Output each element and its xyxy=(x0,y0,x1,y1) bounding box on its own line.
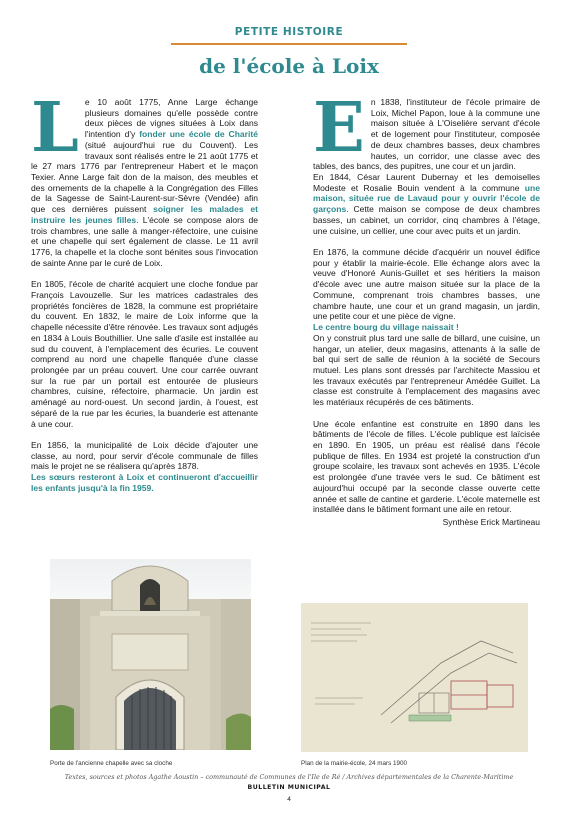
photo-caption: Porte de l'ancienne chapelle avec sa cloche xyxy=(50,760,173,767)
highlight-text: une maison, située rue de Lavaud pour y ouvrir l'école de garçons xyxy=(313,182,540,215)
left-column xyxy=(31,88,258,504)
left-paragraph-1: Le 10 août 1775, Anne Large échange plusieurs domaines qu'elle possède contre deux pièces de vignes situées à Loix dans l'intention d'y fonder une école de Charité (situé aujourd'hui rue du Couvent). Les travaux sont réalisés entre le 21 août 1775 et le 27 mars 1776 par l'entrepreneur Habert et le maçon Texier. Anne Large fait don de la maison, des meubles et des ornements de la chapelle à la Congrégation des Filles de la Sagesse de Saint-Laurent-sur-Sèvre (Vendée) afin que ces dernières puissent soigner les malades et instruire les jeunes filles. L'école se compose alors de trois chambres, une salle à manger-réfectoire, une cuisine et une chapelle qui sert également de classe. Le 11 avril 1776, la chapelle et la cloche sont bénites sous l'invocation de sainte Anne par le curé de Loix. xyxy=(31,88,258,268)
highlight-text: soigner les malades et instruire les jeunes filles xyxy=(31,204,258,225)
school-plan-image xyxy=(301,603,528,752)
right-paragraph-1b: En 1844, César Laurent Dubernay et les demoiselles Modeste et Rosalie Bouin vendent à la commune une maison, située rue de Lavaud pour y ouvrir l'école de garçons. Cette maison se compose de deux chambres basses, un cabinet, un corridor, cinq chambres à l'étage, une cuisine, un cellier, une cour avec puits et un jardin. xyxy=(313,172,540,236)
dropcap-e: E xyxy=(313,88,365,168)
page-number: 4 xyxy=(287,796,291,803)
left-paragraph-3: En 1856, la municipalité de Loix décide d'ajouter une classe, au nord, pour servir d'école communale de filles mais le projet ne se réalisera qu'après 1878. xyxy=(31,439,258,472)
chapel-door-illustration xyxy=(50,559,251,750)
bulletin-label: BULLETIN MUNICIPAL xyxy=(247,784,331,791)
plan-drawing-illustration xyxy=(301,603,528,752)
right-column xyxy=(313,88,540,528)
right-paragraph-1: En 1838, l'instituteur de l'école primaire de Loix, Michel Papon, loue à la commune une maison située à L'Oiselière servant d'école et de logement pour l'instituteur, composée de deux chambres basses, deux chambres hautes, un corridor, une classe avec des tables, des bancs, des pupitres, une cour et un jardin. xyxy=(313,88,540,172)
left-highlight-paragraph: Les sœurs resteront à Loix et continueront d'accueillir les enfants jusqu'à la fin 1959. xyxy=(31,472,258,493)
right-highlight-line: Le centre bourg du village naissait ! xyxy=(313,322,459,333)
chapel-photo xyxy=(50,559,251,750)
credits-line: Textes, sources et photos Agathe Aoustin – communauté de Communes de l'Ile de Ré / Archives départementales de la Charente-Maritime xyxy=(64,773,514,781)
plan-caption: Plan de la mairie-école, 24 mars 1900 xyxy=(301,760,408,767)
right-paragraph-2: En 1876, la commune décide d'acquérir un nouvel édifice pour y établir la mairie-école. Elle échange alors avec la veuve d'Honoré Aunis-Guillet et ses héritiers la maison d'école avec une autre maison située sur la place de la Commune, comprenant trois chambres basses, une chambre haute, une cour et un grand magasin, un jardin, une petite cour et une pièce de vigne. xyxy=(313,247,540,322)
article-title: de l'école à Loix xyxy=(199,54,379,78)
highlight-text: fonder une école de Charité xyxy=(139,129,258,140)
dropcap-l: L xyxy=(31,88,79,168)
left-paragraph-2: En 1805, l'école de charité acquiert une cloche fondue par François Lavouzelle. Sur les matrices cadastrales des propriétés foncières de 1828, la commune est propriétaire du couvent. En 1832, le maire de Loix informe que la chapelle nécessite d'être rénovée. Les travaux sont adjugés en 1834 à Louis Bouthillier. Une salle d'asile est installée au sud du couvent, à l'emplacement des écuries. Le couvent comprend au nord une chapelle flanquée d'une classe prolongée par un préau couvert. Une cour carrée ouvrant sur la rue par un portail est entourée de plusieurs chambres, cuisine, réfectoire, pharmacie. Un jardin est aménagé au nord-ouest. Un second jardin, à l'ouest, est séparé de la rue par les écuries, la buanderie est attenante à une cour. xyxy=(31,279,258,429)
right-paragraph-3: On y construit plus tard une salle de billard, une cuisine, un hangar, un atelier, deux magasins, attenants à la salle de bal qui sert de salle de réunion à la société de Secours mutuel. Les plans sont dressés par l'architecte Massiou et les travaux exécutés par l'entrepreneur Amédée Guillet. La classe est construite à l'emplacement des magasins avec les matériaux récupérés de ces bâtiments. xyxy=(313,332,540,408)
kicker-rule xyxy=(171,43,407,45)
signature: Synthèse Erick Martineau xyxy=(442,516,540,527)
section-kicker: PETITE HISTOIRE xyxy=(234,26,344,38)
right-paragraph-4: Une école enfantine est construite en 1890 dans les bâtiments de l'école de filles. L'école publique est laïcisée en 1890. En 1905, un préau est réalisé dans l'école publique de filles. En 1934 est projeté la construction d'un groupe scolaire, les travaux sont achevés en 1935. L'école est prolongée d'une travée vers le sud. Ce bâtiment est aujourd'hui occupé par la seconde classe ouverte cette année et salle de cantine et garderie. L'école maternelle est installée dans le bâtiment formant une aile en retour. xyxy=(313,418,540,515)
